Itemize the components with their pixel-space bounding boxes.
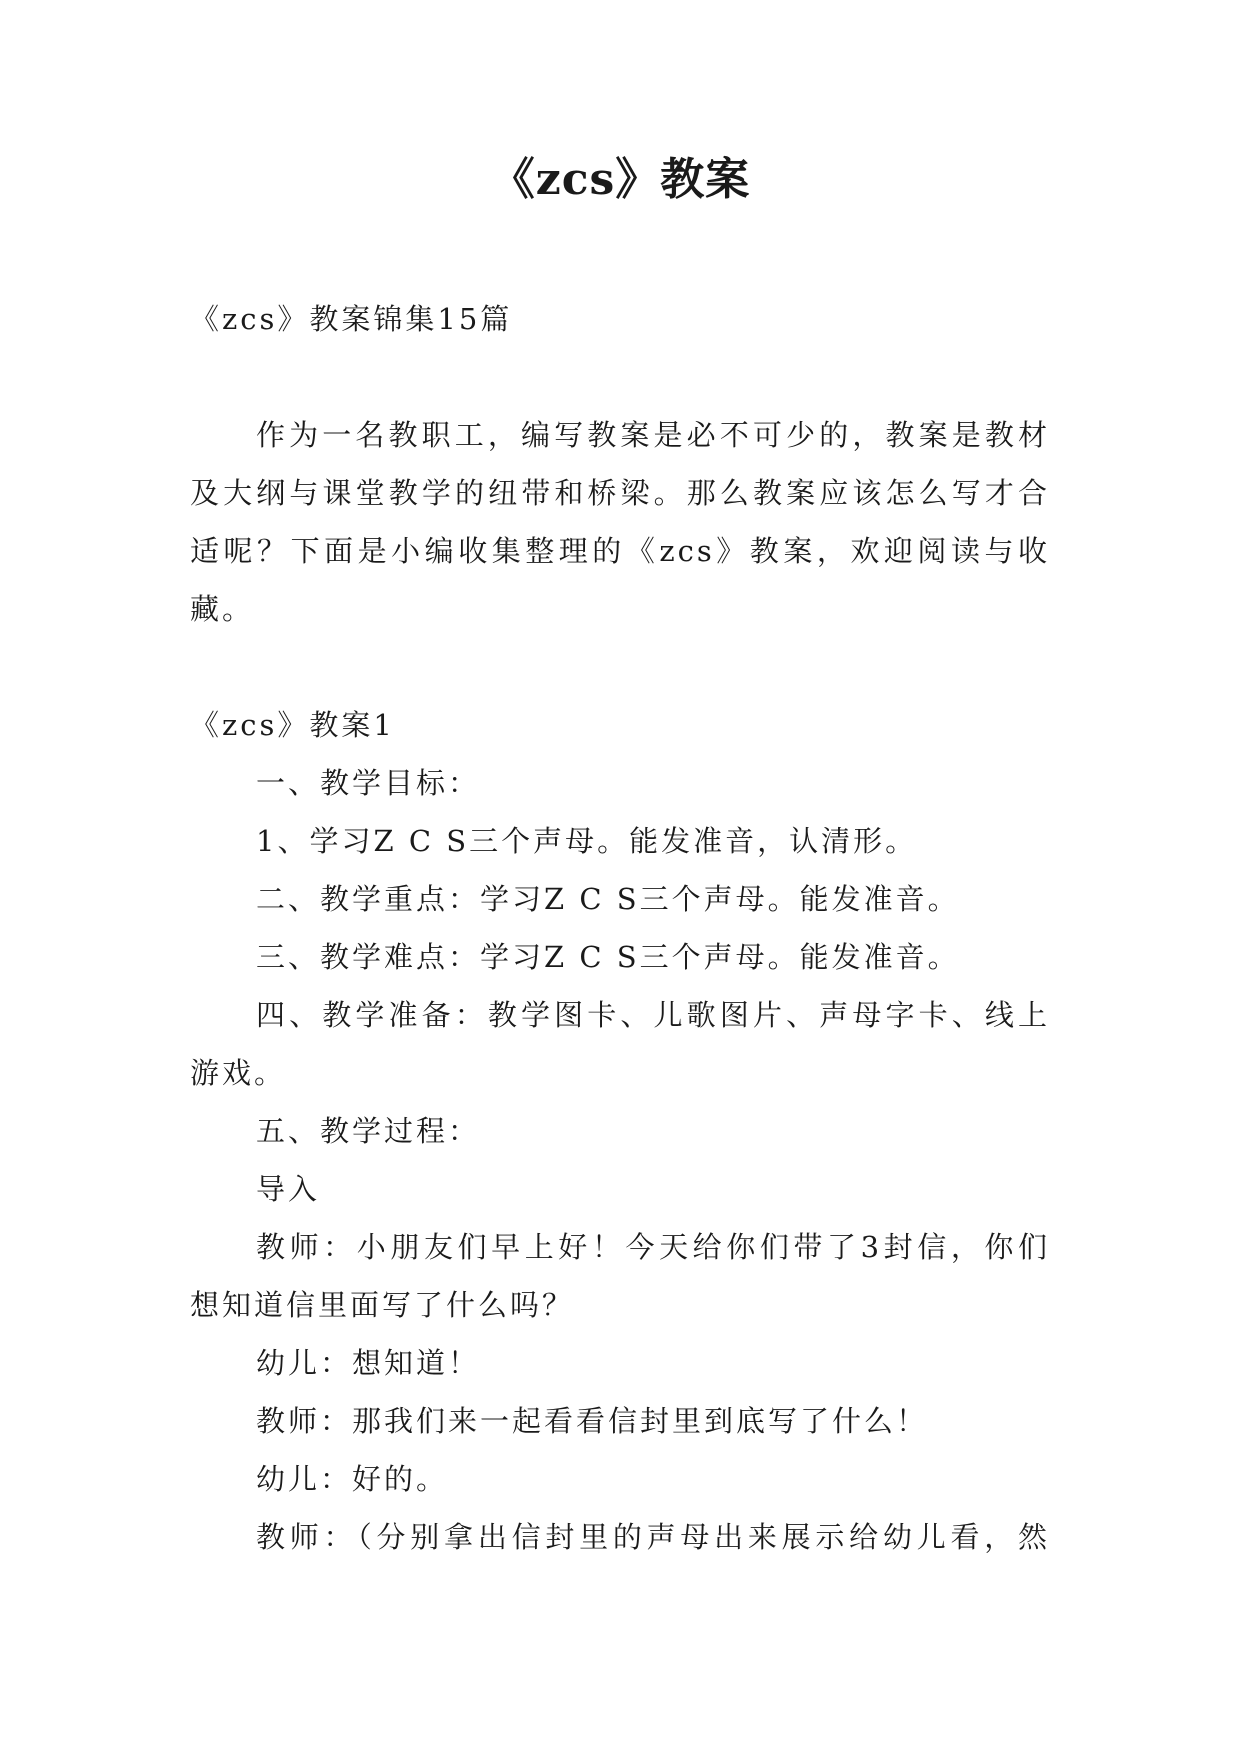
document-body (190, 290, 1050, 1566)
intro-paragraph-line: 藏。 (190, 592, 255, 626)
spacer (190, 348, 1050, 406)
dialogue-line: 幼儿：好的。 (256, 1462, 449, 1496)
document-subtitle: 《zcs》教案锦集15篇 (190, 302, 513, 336)
preparation-line: 四、教学准备：教学图卡、儿歌图片、声母字卡、线上 (256, 998, 1050, 1032)
intro-paragraph-line: 及大纲与课堂教学的纽带和桥梁。那么教案应该怎么写才合 (190, 476, 1050, 510)
dialogue-line: 教师：（分别拿出信封里的声母出来展示给幼儿看，然 (256, 1520, 1050, 1554)
section-heading: 《zcs》教案1 (190, 708, 395, 742)
difficulty: 三、教学难点：学习Z C S三个声母。能发准音。 (256, 940, 960, 974)
spacer (190, 638, 1050, 696)
dialogue-line: 教师：那我们来一起看看信封里到底写了什么！ (256, 1404, 929, 1438)
intro-paragraph-line: 适呢？下面是小编收集整理的《zcs》教案，欢迎阅读与收 (190, 534, 1050, 568)
process-title: 五、教学过程： (256, 1114, 481, 1148)
goal-title: 一、教学目标： (256, 766, 481, 800)
intro-label: 导入 (256, 1172, 321, 1206)
dialogue-line: 教师：小朋友们早上好！今天给你们带了3封信，你们 (256, 1230, 1050, 1264)
dialogue-line: 幼儿：想知道！ (256, 1346, 481, 1380)
intro-paragraph-line: 作为一名教职工，编写教案是必不可少的，教案是教材 (256, 418, 1050, 452)
document-title: 《zcs》教案 (490, 154, 751, 205)
preparation-line: 游戏。 (190, 1056, 287, 1090)
goal-item: 1、学习Z C S三个声母。能发准音，认清形。 (256, 824, 918, 858)
dialogue-line: 想知道信里面写了什么吗？ (190, 1288, 575, 1322)
key-point: 二、教学重点：学习Z C S三个声母。能发准音。 (256, 882, 960, 916)
